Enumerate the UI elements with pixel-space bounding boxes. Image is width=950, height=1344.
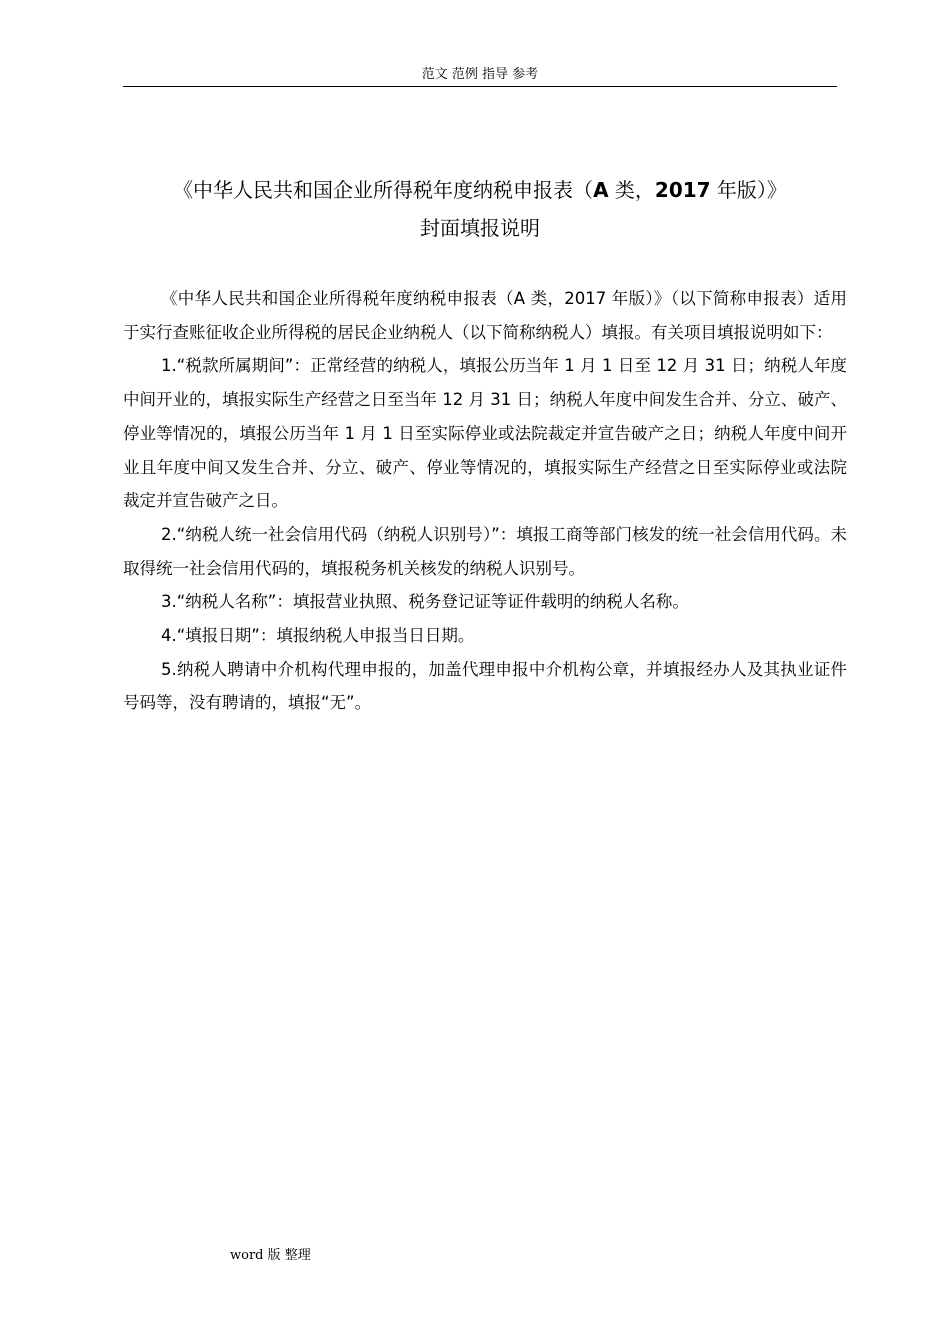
- footer-word: word: [230, 1248, 264, 1263]
- footer-text: 版 整理: [263, 1248, 311, 1263]
- title-part-4: 2017: [654, 178, 711, 202]
- item-2-paragraph: 2.“纳税人统一社会信用代码（纳税人识别号）”：填报工商等部门核发的统一社会信用代码。未取得统一社会信用代码的，填报税务机关核发的纳税人识别号。: [123, 524, 847, 578]
- page-footer: [230, 1246, 311, 1266]
- document-title: [123, 176, 837, 204]
- title-part-3: 类，: [608, 178, 655, 202]
- document-body: [123, 282, 847, 720]
- title-part-1: 《中华人民共和国企业所得税年度纳税申报表（: [173, 178, 594, 202]
- item-1-paragraph: 1.“税款所属期间”：正常经营的纳税人，填报公历当年 1 月 1 日至 12 月 31 日；纳税人年度中间开业的，填报实际生产经营之日至当年 12 月 31 日；纳税人年度中间发生合并、分立、破产、停业等情况的，填报公历当年 1 月 1 日至实际停业或法院裁定并宣告破产之日；纳税人年度中间开业且年度中间又发生合并、分立、破产、停业等情况的，填报实际生产经营之日至实际停业或法院裁定并宣告破产之日。: [123, 356, 847, 511]
- title-part-5: 年版）》: [710, 178, 787, 202]
- item-5-paragraph: 5.纳税人聘请中介机构代理申报的，加盖代理申报中介机构公章，并填报经办人及其执业证件号码等，没有聘请的，填报“无”。: [123, 659, 847, 713]
- page-header: [123, 64, 837, 87]
- item-4-paragraph: 4.“填报日期”：填报纳税人申报当日日期。: [161, 626, 475, 646]
- title-part-2: A: [593, 178, 609, 202]
- intro-paragraph: 《中华人民共和国企业所得税年度纳税申报表（A 类，2017 年版）》（以下简称申报表）适用于实行查账征收企业所得税的居民企业纳税人（以下简称纳税人）填报。有关项目填报说明如下：: [123, 289, 847, 342]
- header-text: 范文 范例 指导 参考: [421, 67, 539, 82]
- document-subtitle: 封面填报说明: [420, 216, 540, 240]
- item-3-paragraph: 3.“纳税人名称”：填报营业执照、税务登记证等证件载明的纳税人名称。: [161, 592, 689, 612]
